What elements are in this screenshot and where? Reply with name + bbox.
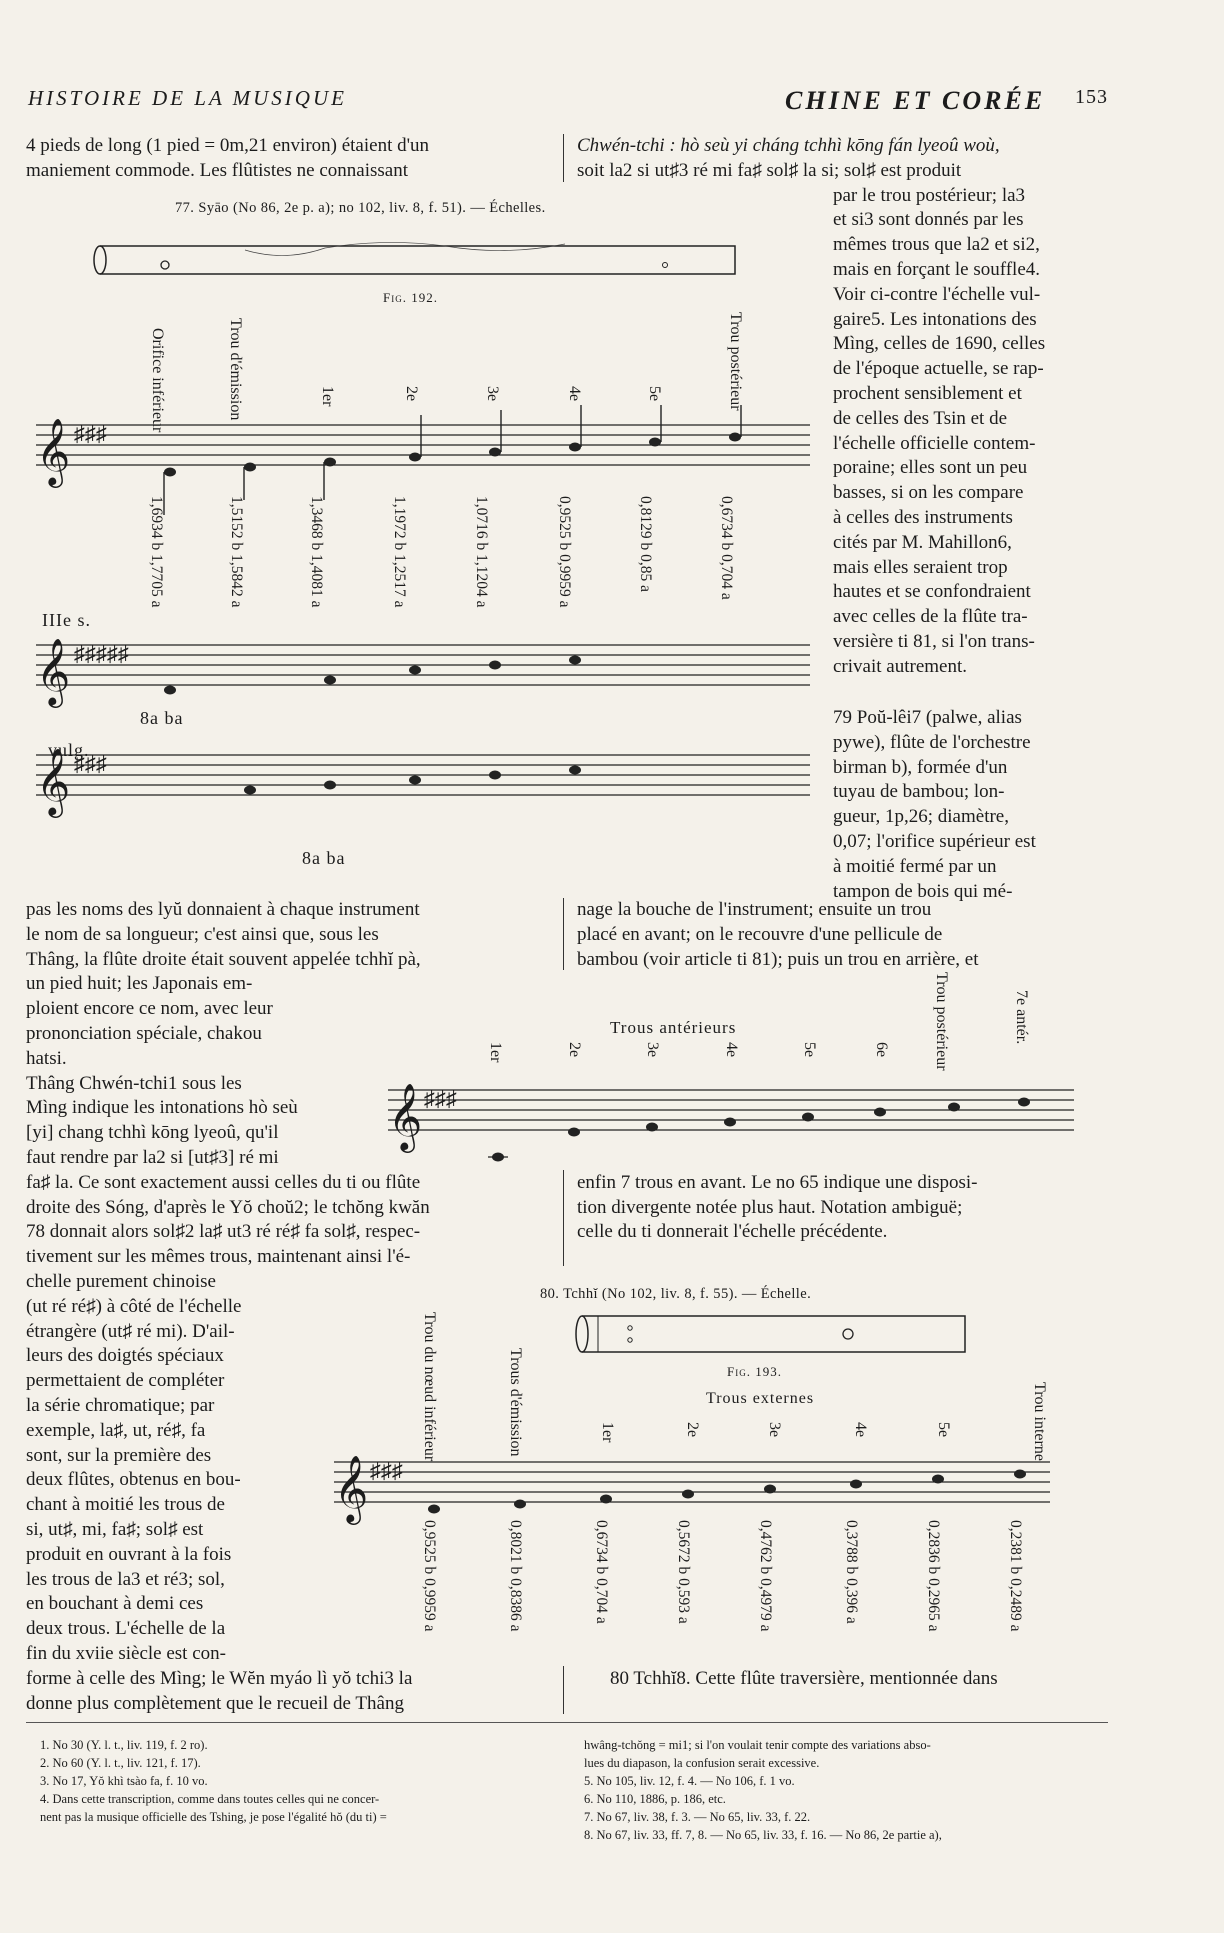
footnotes-right: [584, 1736, 1104, 1844]
running-head-title: CHINE ET CORÉE: [785, 86, 1046, 115]
text-line: hautes et se confondraient: [833, 581, 1031, 603]
value-pair: 0,8021 b 0,8386 a: [507, 1520, 524, 1632]
figure-193-subtitle: Trous externes: [706, 1390, 815, 1407]
text-line: versière ti 81, si l'on trans-: [833, 630, 1035, 652]
text-line: cités par M. Mahillon6,: [833, 531, 1012, 553]
text-line: en bouchant à demi ces: [26, 1593, 204, 1615]
footnote: 7. No 67, liv. 38, f. 3. — No 65, liv. 33, f. 22.: [584, 1810, 811, 1824]
hole-label: Trou interne: [1031, 1382, 1048, 1461]
value-pair: 1,1972 b 1,2517 a: [391, 496, 408, 608]
hole-label: 4e: [852, 1422, 869, 1438]
text-top-right: [577, 134, 1107, 184]
footnote: 2. No 60 (Y. l. t., liv. 121, f. 17).: [40, 1756, 201, 1770]
value-pair: 1,5152 b 1,5842 a: [228, 496, 245, 608]
hole-label: 6e: [873, 1042, 890, 1058]
column-rule: [563, 134, 564, 182]
value-pair: 1,6934 b 1,7705 a: [148, 496, 165, 608]
text-line: fin du xviie siècle est con-: [26, 1642, 226, 1664]
text-line: enfin 7 trous en avant. Le no 65 indique une disposi-: [577, 1171, 978, 1193]
text-line: deux trous. L'échelle de la: [26, 1618, 226, 1640]
hole-label: Trou d'émission: [227, 318, 244, 421]
text-top-left: [26, 134, 556, 184]
text-line: 80 Tchhĭ8. Cette flûte traversière, mentionnée dans: [610, 1667, 998, 1689]
text-line: celle du ti donnerait l'échelle précédente.: [577, 1221, 888, 1243]
text-article-79: [833, 706, 1105, 904]
text-line: Mìng indique les intonations hò seù: [26, 1097, 298, 1119]
column-rule: [563, 898, 564, 970]
column-rule: [563, 1170, 564, 1266]
value-pair: 0,6734 b 0,704 a: [593, 1520, 610, 1624]
music-staff-pwe: [384, 1070, 1084, 1170]
hole-label: 5e: [801, 1042, 818, 1058]
value-pair: 0,8129 b 0,85 a: [637, 496, 654, 593]
value-pair: 0,2836 b 0,2965 a: [925, 1520, 942, 1632]
text-line: [yi] chang tchhì kōng lyeoû, qu'il: [26, 1122, 279, 1144]
text-line: crivait autrement.: [833, 655, 967, 677]
text-line: bambou (voir article ti 81); puis un trou en arrière, et: [577, 948, 979, 970]
text-line: l'échelle officielle contem-: [833, 432, 1036, 454]
text-line: tivement sur les mêmes trous, maintenant ainsi l'é-: [26, 1246, 411, 1268]
text-line: à celles des instruments: [833, 506, 1013, 528]
music-staves-192: [30, 405, 820, 825]
text-line: prochent sensiblement et: [833, 382, 1022, 404]
hole-label: 2e: [566, 1042, 583, 1058]
text-line: 4 pieds de long (1 pied = 0m,21 environ) étaient d'un: [26, 135, 430, 156]
svg-text:𝄞: 𝄞: [334, 1456, 369, 1521]
text-line: fa♯ la. Ce sont exactement aussi celles du ti ou flûte: [26, 1171, 421, 1193]
text-line: tampon de bois qui mé-: [833, 880, 1013, 902]
text-line: Mìng, celles de 1690, celles: [833, 333, 1046, 355]
svg-text:𝄞: 𝄞: [36, 639, 71, 704]
text-line: faut rendre par la2 si [ut♯3] ré mi: [26, 1146, 279, 1168]
hole-label: 1er: [319, 386, 336, 407]
text-line: mais en forçant le souffle4.: [833, 258, 1040, 280]
staff-label-iiie: IIIe s.: [42, 610, 91, 630]
text-line: par le trou postérieur; la3: [833, 184, 1026, 206]
hole-label: Orifice inférieur: [149, 328, 166, 433]
value-pair: 0,3788 b 0,396 a: [843, 1520, 860, 1624]
text-line: produit en ouvrant à la fois: [26, 1543, 232, 1565]
music-staff-193: [330, 1442, 1060, 1542]
text-line: chant à moitié les trous de: [26, 1494, 225, 1516]
svg-text:♯♯♯: ♯♯♯: [74, 751, 107, 776]
text-line: Thâng, la flûte droite était souvent appelée tchhĭ pà,: [26, 948, 421, 970]
footnote: 6. No 110, 1886, p. 186, etc.: [584, 1792, 726, 1806]
text-bottom-left-wide: [26, 1667, 556, 1717]
text-line: de celles des Tsin et de: [833, 407, 1008, 429]
text-line: étrangère (ut♯ ré mi). D'ail-: [26, 1320, 235, 1342]
text-line: nage la bouche de l'instrument; ensuite un trou: [577, 899, 932, 920]
hole-label: 5e: [935, 1422, 952, 1438]
flute-drawing-193: [570, 1312, 970, 1358]
text-line: (ut ré ré♯) à côté de l'échelle: [26, 1295, 242, 1317]
hole-label: 5e: [646, 386, 663, 402]
text-line: pywe), flûte de l'orchestre: [833, 731, 1031, 753]
hole-label: Trous d'émission: [507, 1348, 524, 1457]
footnote: lues du diapason, la confusion serait excessive.: [584, 1756, 820, 1770]
text-line: chelle purement chinoise: [26, 1271, 216, 1292]
text-line: mais elles seraient trop: [833, 556, 1008, 578]
text-line: maniement commode. Les flûtistes ne connaissant: [26, 159, 409, 181]
hole-label: 1er: [599, 1422, 616, 1443]
text-line: ploient encore ce nom, avec leur: [26, 998, 273, 1020]
text-mid-left-wide: [26, 1171, 556, 1270]
text-line: forme à celle des Mìng; le Wĕn myáo lì yŏ tchi3 la: [26, 1667, 413, 1689]
figure-192-label: Fig. 192.: [383, 290, 438, 305]
text-line: avec celles de la flûte tra-: [833, 606, 1028, 628]
text-article-80: [610, 1667, 1110, 1692]
value-pair: 1,3468 b 1,4081 a: [308, 496, 325, 608]
text-line: Thâng Chwén-tchi1 sous les: [26, 1072, 242, 1094]
running-head-left: HISTOIRE DE LA MUSIQUE: [28, 86, 347, 110]
hole-label: 3e: [644, 1042, 661, 1058]
hole-label: 2e: [403, 386, 420, 402]
text-line: tion divergente notée plus haut. Notation ambiguë;: [577, 1196, 963, 1218]
staff-label-vulg: vulg.: [48, 740, 90, 760]
text-mid-right: [577, 898, 1107, 972]
footnote: 5. No 105, liv. 12, f. 4. — No 106, f. 1 vo.: [584, 1774, 795, 1788]
value-pair: 0,5672 b 0,593 a: [675, 1520, 692, 1624]
value-pair: 0,4762 b 0,4979 a: [757, 1520, 774, 1632]
text-after-pwe: [577, 1171, 1107, 1245]
svg-text:𝄞: 𝄞: [388, 1084, 423, 1149]
text-line: à moitié fermé par un: [833, 855, 997, 877]
text-line: basses, si on les compare: [833, 482, 1024, 504]
text-mid-left-narrow: [26, 972, 378, 1071]
value-pair: 0,2381 b 0,2489 a: [1007, 1520, 1024, 1632]
text-line: Voir ci-contre l'échelle vul-: [833, 283, 1041, 305]
text-line: hatsi.: [26, 1047, 67, 1069]
text-line: les trous de la3 et ré3; sol,: [26, 1568, 225, 1590]
footnote: 1. No 30 (Y. l. t., liv. 119, f. 2 ro).: [40, 1738, 208, 1752]
text-line: droite des Sóng, d'après le Yŏ choŭ2; le tchŏng kwăn: [26, 1196, 430, 1218]
svg-text:♯♯♯♯♯: ♯♯♯♯♯: [74, 641, 129, 666]
text-mid-left: [26, 898, 556, 972]
text-line: de l'époque actuelle, se rap-: [833, 358, 1044, 380]
text-line: la série chromatique; par: [26, 1394, 215, 1416]
text-line: gaire5. Les intonations des: [833, 308, 1037, 330]
text-line: le nom de sa longueur; c'est ainsi que, sous les: [26, 923, 379, 945]
svg-text:♯♯♯: ♯♯♯: [74, 421, 107, 446]
svg-text:♯♯♯: ♯♯♯: [424, 1086, 457, 1111]
text-line: mêmes trous que la2 et si2,: [833, 234, 1040, 256]
ottava-mark: 8a ba: [302, 848, 346, 868]
text-line: 78 donnait alors sol♯2 la♯ ut3 ré ré♯ fa sol♯, respec-: [26, 1221, 421, 1243]
footnote: 4. Dans cette transcription, comme dans toutes celles qui ne concer-: [40, 1792, 380, 1806]
text-bottom-left: [26, 1270, 316, 1667]
figure-192-caption: 77. Syāo (No 86, 2e p. a); no 102, liv. 8, f. 51). — Échelles.: [175, 200, 546, 216]
text-line: exemple, la♯, ut, ré♯, fa: [26, 1419, 206, 1441]
page-number: 153: [1075, 86, 1108, 108]
text-line: tuyau de bambou; lon-: [833, 781, 1005, 803]
figure-193-caption: 80. Tchhĭ (No 102, liv. 8, f. 55). — Échelle.: [540, 1286, 812, 1302]
text-line: prononciation spéciale, chakou: [26, 1022, 262, 1044]
text-line: deux flûtes, obtenus en bou-: [26, 1469, 241, 1491]
figure-pwe-title: Trous antérieurs: [610, 1018, 737, 1037]
text-line: pas les noms des lyŭ donnaient à chaque instrument: [26, 899, 420, 920]
hole-label: 3e: [484, 386, 501, 402]
svg-text:𝄞: 𝄞: [36, 749, 71, 814]
hole-label: 2e: [684, 1422, 701, 1438]
text-line: et si3 sont donnés par les: [833, 209, 1024, 231]
text-line: permettaient de compléter: [26, 1370, 225, 1392]
hole-label: 7e antér.: [1013, 990, 1030, 1045]
hole-label: 1er: [487, 1042, 504, 1063]
footnote: 3. No 17, Yŏ khì tsào fa, f. 10 vo.: [40, 1774, 208, 1788]
flute-drawing-192: [85, 232, 755, 288]
footnote: 8. No 67, liv. 33, ff. 7, 8. — No 65, liv. 33, f. 16. — No 86, 2e partie a),: [584, 1828, 942, 1842]
hole-label: Trou du nœud inférieur: [421, 1312, 438, 1462]
text-line: leurs des doigtés spéciaux: [26, 1345, 224, 1367]
text-line: un pied huit; les Japonais em-: [26, 973, 253, 995]
text-line: gueur, 1p,26; diamètre,: [833, 806, 1009, 828]
value-pair: 0,9525 b 0,9959 a: [421, 1520, 438, 1632]
text-line: placé en avant; on le recouvre d'une pellicule de: [577, 923, 943, 945]
value-pair: 1,0716 b 1,1204 a: [473, 496, 490, 608]
svg-text:♯♯♯: ♯♯♯: [370, 1458, 403, 1483]
footnote: hwâng-tchŏng = mi1; si l'on voulait tenir compte des variations abso-: [584, 1738, 931, 1752]
text-line: Chwén-tchi : hò seù yi cháng tchhì kōng fán lyeoû woù,: [577, 135, 1000, 156]
hole-label: 4e: [566, 386, 583, 402]
text-line: sont, sur la première des: [26, 1444, 212, 1466]
ottava-mark: 8a ba: [140, 708, 184, 728]
text-mid-left-narrow-2: [26, 1072, 378, 1171]
svg-text:𝄞: 𝄞: [36, 419, 71, 484]
text-line: 0,07; l'orifice supérieur est: [833, 830, 1036, 852]
hole-label: 3e: [766, 1422, 783, 1438]
text-line: soit la2 si ut♯3 ré mi fa♯ sol♯ la si; sol♯ est produit: [577, 159, 962, 181]
text-line: si, ut♯, mi, fa♯; sol♯ est: [26, 1518, 204, 1540]
value-pair: 0,9525 b 0,9959 a: [556, 496, 573, 608]
text-line: 79 Poŭ-lêi7 (palwe, alias: [833, 707, 1022, 728]
footnote: nent pas la musique officielle des Tshing, je pose l'égalité hŏ (du ti) =: [40, 1810, 387, 1824]
figure-193-label: Fig. 193.: [727, 1364, 782, 1379]
value-pair: 0,6734 b 0,704 a: [718, 496, 735, 600]
text-line: donne plus complètement que le recueil de Thâng: [26, 1692, 404, 1714]
text-line: birman b), formée d'un: [833, 756, 1008, 778]
hole-label: Trou postérieur: [933, 972, 950, 1071]
hole-label: Trou postérieur: [727, 312, 744, 411]
column-rule: [563, 1666, 564, 1714]
footnotes-left: [40, 1736, 560, 1826]
text-line: poraine; elles sont un peu: [833, 457, 1028, 479]
text-right-column: [833, 184, 1105, 680]
hole-label: 4e: [723, 1042, 740, 1058]
footnote-rule: [26, 1722, 1108, 1723]
